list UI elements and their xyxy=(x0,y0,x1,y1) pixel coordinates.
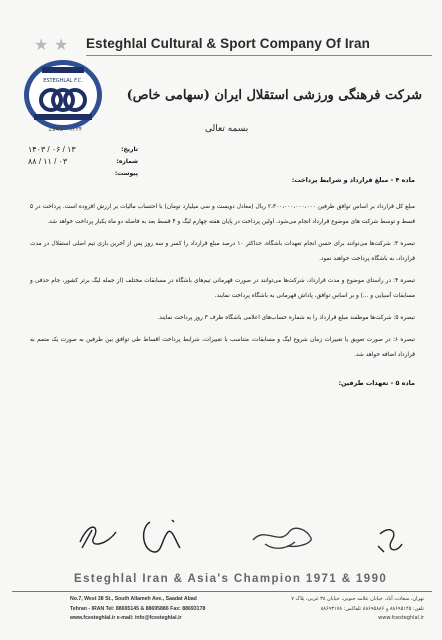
signature-1 xyxy=(72,512,127,557)
signature-4 xyxy=(368,516,413,561)
header-divider xyxy=(86,55,432,56)
footer-contact-en xyxy=(70,595,260,624)
footer-slogan: Esteghlal Iran & Asia's Champion 1971 & 1990 xyxy=(74,573,388,585)
bismillah: بسمه تعالی xyxy=(205,124,249,134)
web-en: www.fcesteghlal.ir e-mail: info@fcesteghlal.ir xyxy=(70,615,182,621)
address-fa: تهران، سعادت آباد، خیابان علامه جنوبی، خیابان ۳۸ غربی، پلاک ۷ xyxy=(291,596,424,602)
contract-body xyxy=(30,176,415,403)
star-icon: ★ xyxy=(54,35,69,54)
signatures xyxy=(0,500,442,580)
number-label: شماره: xyxy=(116,158,138,165)
number-value: ۸۸ / ۱۱ / ۰۳ xyxy=(28,157,68,166)
star-icon: ★ xyxy=(34,35,49,54)
phone-fa: تلفن: ۸۸۶۹۵۱۴۵ و ۸۸۶۹۵۸۸۶ تلفاکس: ۸۸۶۹۳۱۷۸ xyxy=(320,605,424,612)
attachment-label: پیوست: xyxy=(114,170,138,177)
contract-paragraph: تبصره ۳: شرکت‌ها می‌توانند برای حسن انجام تعهدات باشگاه، حداکثر ۱۰ درصد مبلغ قرارداد را کسر و سه روز پس از آخرین بازی تیم اصلی استقلال در مدت قرارداد، به باشگاه پرداخت خواهند نمود. xyxy=(30,241,415,262)
phone-en: Tehran - IRAN Tel: 88695145 & 88695886 Fax: 88693178 xyxy=(70,605,206,612)
contract-paragraph: مبلغ کل قرارداد بر اساس توافق طرفین ۲،۳۰۰،۰۰۰،۰۰۰،۰۰۰ ریال (معادل دویست و سی میلیارد تومان) با احتساب مالیات بر ارزش افزوده است. پرداخت در ۵ قسط و توسط شرکت های موضوع قرارداد انجام می‌شود. اولین پرداخت در پایان هفته چهارم لیگ و ۴ قسط بعد به فاصله دو ماه یکبار پرداخت خواهد شد. xyxy=(30,204,415,225)
company-name-fa: شرکت فرهنگی ورزشی استقلال ایران (سهامی خاص) xyxy=(126,88,422,103)
web-fa: www.fcesteghlal.ir xyxy=(378,615,424,621)
svg-text:ESTEGHLAL F.C.: ESTEGHLAL F.C. xyxy=(43,78,83,84)
logo-year: 1945 - ۱۳۲۴ xyxy=(48,126,83,133)
signature-2 xyxy=(132,508,192,563)
esteghlal-logo xyxy=(20,57,106,133)
champion-stars xyxy=(34,35,69,54)
date-value: ۱۴۰۳ / ۰۶ / ۱۳ xyxy=(28,145,76,154)
footer-contact-fa xyxy=(239,595,424,624)
address-en: No.7, West 38 St., South Allameh Ave., Saadat Abad xyxy=(70,596,197,602)
section-5-title: ماده ۵ - تعهدات طرفین: xyxy=(338,379,415,387)
company-name-en: Esteghlal Cultural & Sport Company Of Iran xyxy=(86,36,370,51)
footer-divider xyxy=(12,591,432,592)
contract-paragraph: تبصره ۴: در راستای موضوع و مدت قرارداد، شرکت‌ها می‌توانند در صورت قهرمانی تیم‌های باشگاه در مسابقات مختلف (از جمله لیگ برتر کشور، جام حذفی و مسابقات آسیایی و ...) و بر اساس توافق، پاداش قهرمانی به باشگاه پرداخت نمایند. xyxy=(30,278,416,299)
section-4-title: ماده ۴ - مبلغ قرارداد و شرایط پرداخت: xyxy=(291,176,415,184)
contract-paragraph: تبصره ۶: در صورت تعویق یا تغییرات زمان شروع لیگ و مسابقات، متناسب با تغییرات، شرایط پرداخت اقساط طی توافق بین طرفین به صورت یک متمم به قرارداد اضافه خواهد شد. xyxy=(30,337,415,358)
date-label: تاریخ: xyxy=(121,146,138,153)
signature-3 xyxy=(245,516,320,556)
contract-paragraph: تبصره ۵: شرکت‌ها موظفند مبلغ قرارداد را به شماره حساب‌های اعلامی باشگاه ظرف ۳ روز پرداخت نمایند. xyxy=(157,315,415,321)
